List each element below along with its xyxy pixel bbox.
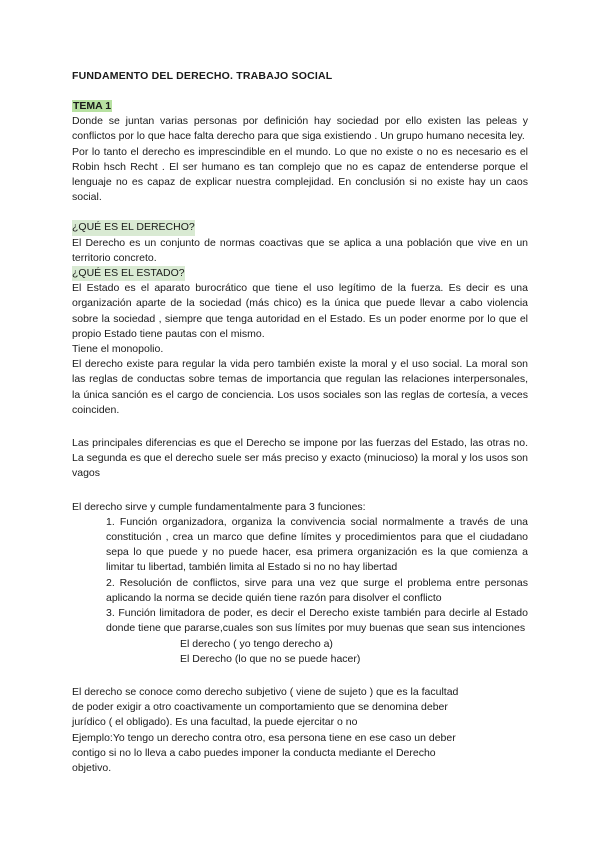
ejemplo-line-2: contigo si no lo lleva a cabo puedes imponer la conducta mediante el Derecho — [72, 746, 436, 759]
monopolio-line: Tiene el monopolio. — [72, 343, 164, 356]
ejemplo-derecho-a: El derecho ( yo tengo derecho a) — [180, 637, 333, 650]
ejemplo-line-3: objetivo. — [72, 761, 112, 774]
derecho-question: ¿QUÉ ES EL DERECHO? — [72, 220, 195, 235]
funcion-2: 2. Resolución de conflictos, sirve para una vez que surge el problema entre personas aplicando la norma se decide quién tiene razón para disolver el conflicto — [106, 576, 528, 604]
ejemplo-derecho-b: El Derecho (lo que no se puede hacer) — [180, 652, 361, 665]
ejemplo-line-1: Ejemplo:Yo tengo un derecho contra otro, esa persona tiene en ese caso un deber — [72, 731, 456, 744]
moral-paragraph: El derecho existe para regular la vida pero también existe la moral y el uso social. La moral son las reglas de conductas sobre temas de importancia que regulan las relaciones interpersonales, la única sanción es el cargo de conciencia. Los usos sociales son las reglas de cortesía, a veces coinciden. — [72, 358, 528, 416]
funcion-3: 3. Función limitadora de poder, es decir el Derecho existe también para decirle al Estado donde tiene que pararse,cuales son sus límites por muy buenas que sean sus intenciones — [106, 607, 528, 635]
derecho-question-heading — [72, 220, 528, 235]
document-title: FUNDAMENTO DEL DERECHO. TRABAJO SOCIAL — [72, 70, 333, 82]
document-page — [72, 70, 528, 776]
intro-paragraph-2: Por lo tanto el derecho es imprescindible en el mundo. Lo que no existe o no es necesario es el Robin hsch Recht . El ser humano es tan complejo que no es capaz de entenderse porque el lenguaje no es capaz de explicar nuestra complejidad. En conclusión si no existe hay un caos social. — [72, 145, 528, 204]
estado-definition: El Estado es el aparato burocrático que tiene el uso legítimo de la fuerza. Es decir es una organización aparte de la sociedad (más chico) es la única que puede llevar a cabo violencia sobre la sociedad , siempre que tenga autoridad en el Estado. Es un poder enorme por lo que el propio Estado tiene pautas con el mismo. — [72, 282, 528, 340]
funcion-1: 1. Función organizadora, organiza la convivencia social normalmente a través de una constitución , crea un marco que define límites y procedimientos para que el ciudadano sepa lo que puede y no puede hacer, esa primera organización es la que comienza a limitar tu libertad, también limita al Estado si no no hay libertad — [106, 515, 528, 574]
estado-question-heading — [72, 266, 528, 281]
subjetivo-line-2: de poder exigir a otro coactivamente un comportamiento que se denomina deber — [72, 701, 448, 714]
estado-question: ¿QUÉ ES EL ESTADO? — [72, 266, 185, 281]
funciones-intro: El derecho sirve y cumple fundamentalmente para 3 funciones: — [72, 500, 366, 513]
intro-paragraph-1: Donde se juntan varias personas por definición hay sociedad por ello existen las peleas y conflictos por lo que hace falta derecho para que siga existiendo . Un grupo humano necesita ley. — [72, 115, 528, 143]
tema-label: TEMA 1 — [73, 100, 112, 112]
diferencias-paragraph: Las principales diferencias es que el Derecho se impone por las fuerzas del Estado, las otras no. La segunda es que el derecho suele ser más preciso y exacto (minucioso) la moral y los usos son vagos — [72, 437, 528, 480]
subjetivo-line-1: El derecho se conoce como derecho subjetivo ( viene de sujeto ) que es la facultad — [72, 685, 459, 698]
derecho-definition: El Derecho es un conjunto de normas coactivas que se aplica a una población que vive en un territorio concreto. — [72, 236, 528, 264]
subjetivo-line-3: jurídico ( el obligado). Es una facultad, la puede ejercitar o no — [72, 716, 358, 729]
funciones-list — [106, 515, 528, 637]
tema-heading — [72, 99, 528, 114]
